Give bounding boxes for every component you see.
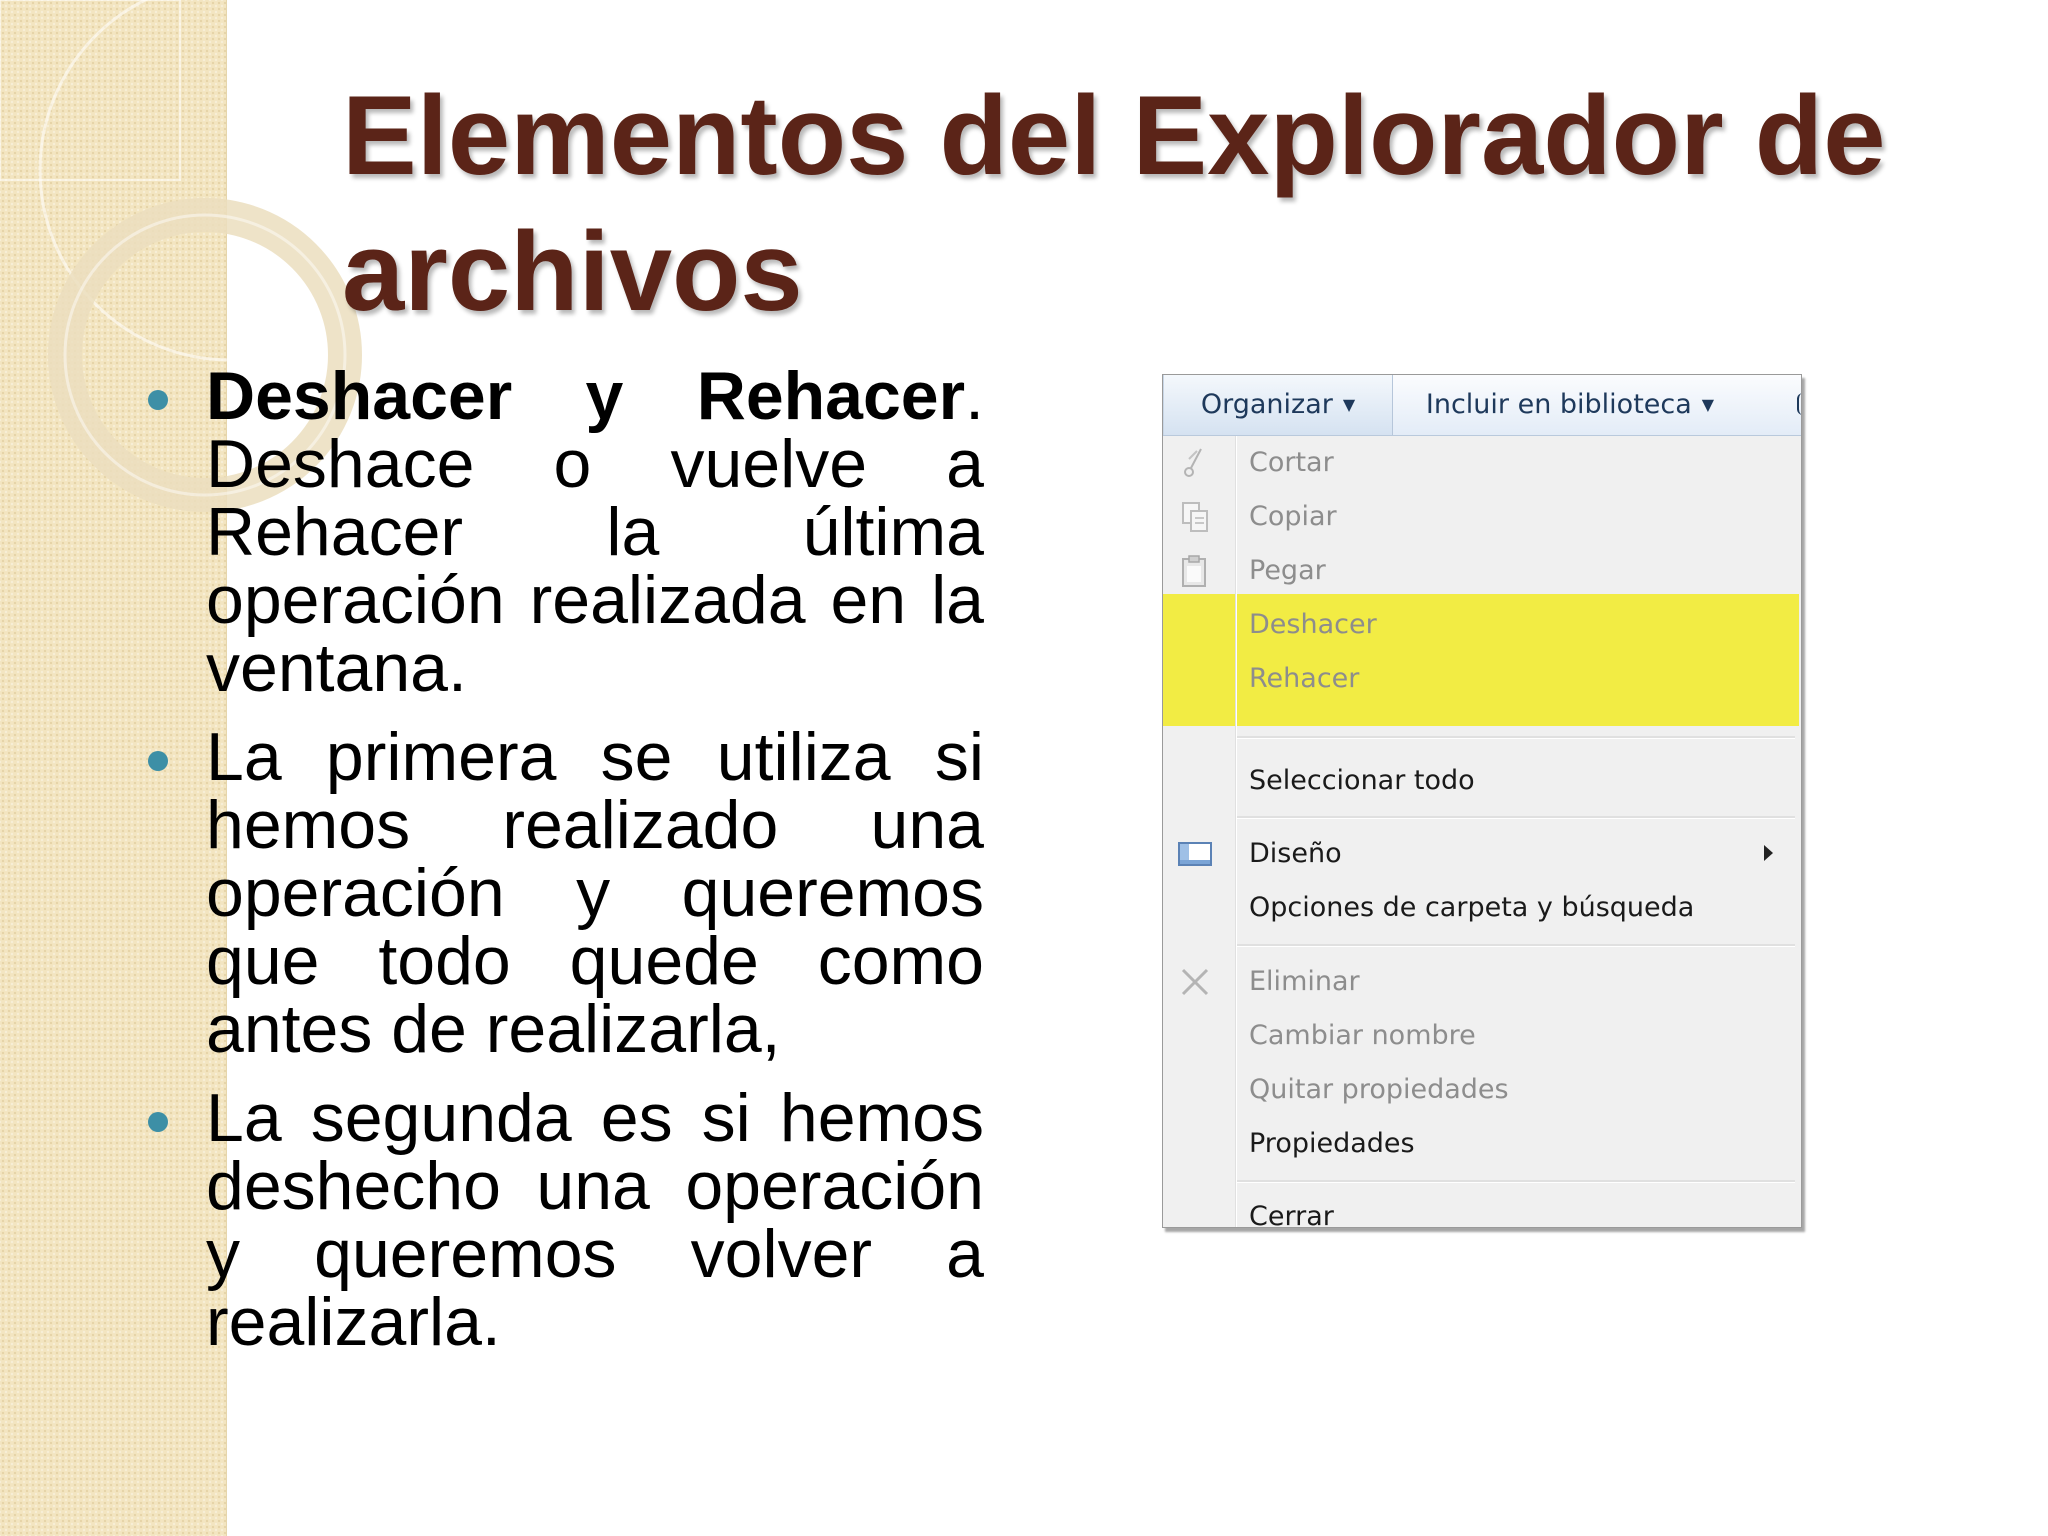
layout-pane-icon xyxy=(1177,838,1213,870)
menu-item-cerrar[interactable] xyxy=(1163,1190,1801,1228)
incluir-label: Incluir en biblioteca xyxy=(1425,389,1692,420)
menu-item-label: Seleccionar todo xyxy=(1249,765,1475,796)
menu-separator xyxy=(1237,944,1795,947)
menu-item-label: Eliminar xyxy=(1249,966,1360,997)
menu-item-cambiar-nombre[interactable] xyxy=(1163,1009,1801,1063)
bullet-dot-icon xyxy=(148,1112,168,1132)
menu-item-copiar[interactable] xyxy=(1163,490,1801,544)
submenu-arrow-icon xyxy=(1764,845,1773,861)
menu-item-label: Deshacer xyxy=(1249,609,1377,640)
incluir-en-biblioteca-button[interactable] xyxy=(1405,375,1735,435)
menu-item-label: Rehacer xyxy=(1249,663,1360,694)
menu-item-label: Diseño xyxy=(1249,838,1342,869)
organizar-button[interactable] xyxy=(1163,375,1393,435)
dropdown-caret-icon: ▼ xyxy=(1342,395,1356,414)
menu-separator xyxy=(1237,816,1795,819)
dropdown-caret-icon: ▼ xyxy=(1701,395,1715,414)
menu-item-label: Propiedades xyxy=(1249,1128,1415,1159)
menu-item-pegar[interactable] xyxy=(1163,544,1801,598)
menu-item-cortar[interactable] xyxy=(1163,436,1801,490)
bullet-bold-term: Deshacer y Rehacer xyxy=(206,358,966,434)
bullet-list xyxy=(148,358,984,1377)
menu-item-diseno[interactable] xyxy=(1163,827,1801,881)
menu-separator xyxy=(1237,1180,1795,1183)
bullet-dot-icon xyxy=(148,751,168,771)
menu-item-eliminar[interactable] xyxy=(1163,955,1801,1009)
bullet-text: . Deshace o vuelve a Rehacer la última operación realizada en la ventana. xyxy=(206,358,984,706)
bullet-dot-icon xyxy=(148,390,168,410)
bullet-item xyxy=(148,1080,984,1360)
organizar-dropdown-menu xyxy=(1163,436,1801,1227)
menu-separator xyxy=(1237,736,1795,739)
menu-item-label: Quitar propiedades xyxy=(1249,1074,1509,1105)
bullet-text: La primera se utiliza si hemos realizado una operación y queremos que todo quede como antes de realizarla, xyxy=(206,719,984,1067)
menu-item-propiedades[interactable] xyxy=(1163,1117,1801,1171)
slide-title: Elementos del Explorador de archivos xyxy=(342,73,1886,334)
menu-item-label: Cortar xyxy=(1249,447,1334,478)
truncated-toolbar-item xyxy=(1795,375,1801,435)
menu-item-rehacer[interactable] xyxy=(1163,652,1801,706)
menu-item-deshacer[interactable] xyxy=(1163,598,1801,652)
organizar-label: Organizar xyxy=(1200,389,1333,420)
menu-item-label: Copiar xyxy=(1249,501,1337,532)
menu-item-opciones-carpeta[interactable] xyxy=(1163,881,1801,935)
menu-item-quitar-propiedades[interactable] xyxy=(1163,1063,1801,1117)
clipboard-icon xyxy=(1177,555,1213,587)
menu-item-seleccionar-todo[interactable] xyxy=(1163,754,1801,808)
bullet-text: La segunda es si hemos deshecho una operación y queremos volver a realizarla. xyxy=(206,1080,984,1360)
menu-item-label: Opciones de carpeta y búsqueda xyxy=(1249,892,1695,923)
explorer-menu-screenshot xyxy=(1162,374,1802,1228)
bullet-item xyxy=(148,358,984,706)
menu-item-label: Pegar xyxy=(1249,555,1326,586)
scissors-icon xyxy=(1177,447,1213,479)
bullet-item xyxy=(148,719,984,1067)
explorer-toolbar xyxy=(1163,375,1801,436)
menu-item-label: Cambiar nombre xyxy=(1249,1020,1476,1051)
menu-item-label: Cerrar xyxy=(1249,1201,1334,1228)
copy-icon xyxy=(1177,501,1213,533)
delete-x-icon xyxy=(1177,966,1213,998)
